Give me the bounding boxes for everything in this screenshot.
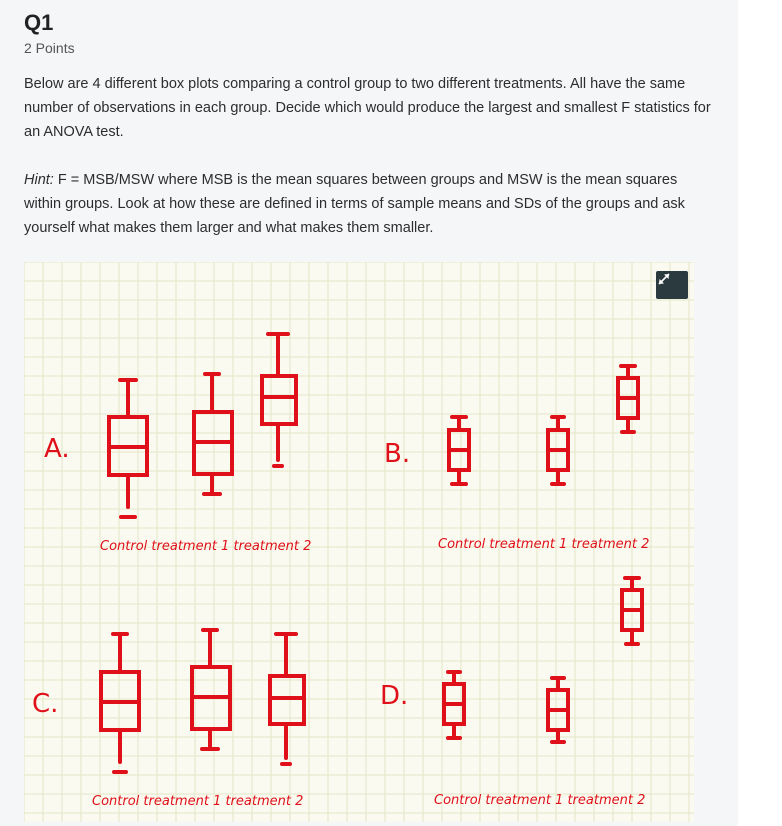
group-labels-b: Control treatment 1 treatment 2	[438, 537, 650, 552]
group-labels-c: Control treatment 1 treatment 2	[92, 794, 304, 809]
boxplot-drawing	[24, 262, 694, 822]
hint-text: F = MSB/MSW where MSB is the mean squares between groups and MSW is the mean squares within groups. Look at how these are defined in terms of sample means and SDs of the groups and ask yourself what makes them larger and what makes them smaller.	[24, 172, 685, 236]
question-title: Q1	[24, 10, 54, 35]
panel-label-b: B.	[384, 439, 411, 469]
question-body: Below are 4 different box plots comparing a control group to two different treatments. All have the same number of observations in each group. Decide which would produce the largest and smallest F statistics for an ANOVA test.	[24, 76, 711, 140]
panel-b	[384, 366, 649, 552]
expand-arrows-icon	[656, 271, 672, 287]
hint-label: Hint:	[24, 172, 54, 188]
group-labels-d: Control treatment 1 treatment 2	[434, 793, 646, 808]
boxplot-figure[interactable]	[24, 262, 694, 822]
panel-d	[380, 578, 645, 808]
question-hint	[24, 168, 714, 240]
panel-label-d: D.	[380, 681, 409, 711]
panel-label-c: C.	[32, 689, 59, 719]
expand-button[interactable]	[656, 271, 688, 299]
panel-label-a: A.	[44, 434, 70, 464]
group-labels-a: Control treatment 1 treatment 2	[100, 539, 312, 554]
question-points: 2 Points	[24, 40, 75, 56]
panel-c	[32, 630, 304, 809]
